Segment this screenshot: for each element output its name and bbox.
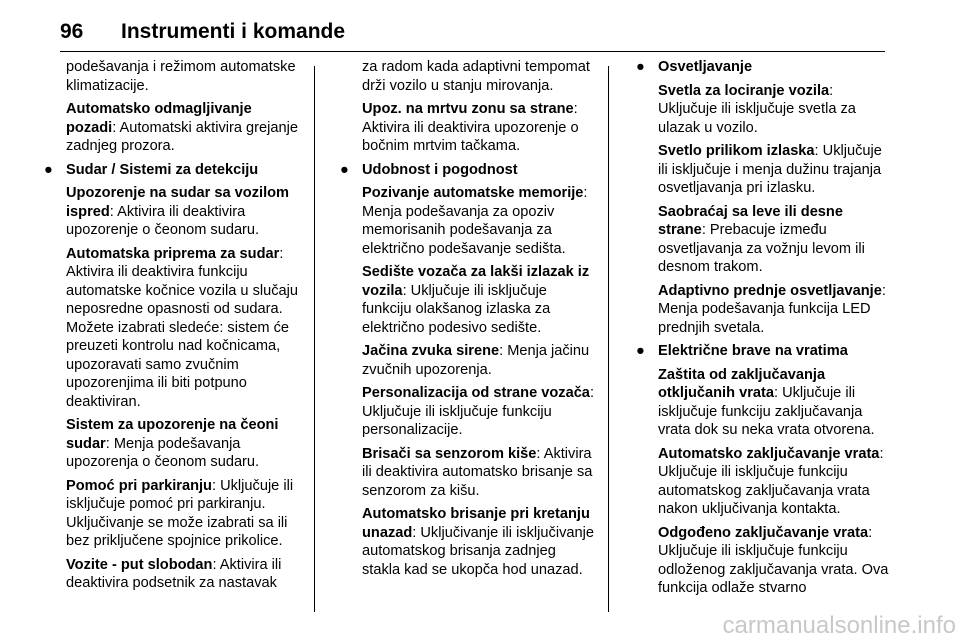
term-label: Pozivanje automatske memorije bbox=[362, 185, 584, 201]
paragraph bbox=[44, 556, 302, 593]
paragraph-text: : Menja podešavanja funkcija LED prednjih svetala. bbox=[658, 282, 886, 336]
bullet-dot-icon: ● bbox=[636, 343, 645, 359]
term-label: Automatska priprema za sudar bbox=[66, 245, 280, 262]
term-label: Svetlo prilikom izlaska bbox=[658, 143, 815, 159]
paragraph-text: : Menja jačinu zvučnih upozorenja. bbox=[362, 343, 590, 378]
term-label: Personalizacija od strane vozača bbox=[362, 385, 590, 401]
term-label: Automatsko brisanje pri kretanju unazad bbox=[362, 506, 590, 541]
bullet-label: Udobnost i pogodnost bbox=[362, 161, 518, 178]
paragraph bbox=[636, 445, 894, 519]
paragraph-text: za radom kada adaptivni tempomat drži vozilo u stanju mirovanja. bbox=[362, 59, 590, 94]
paragraph-text: : Uključivanje ili isključivanje automatskog brisanja zadnjeg stakla kad se ukopča hod unazad. bbox=[362, 524, 594, 578]
paragraph bbox=[340, 342, 598, 379]
paragraph bbox=[636, 203, 894, 277]
paragraph bbox=[636, 524, 894, 598]
paragraph bbox=[44, 100, 302, 156]
term-label: Automatsko zaključavanje vrata bbox=[658, 445, 880, 462]
paragraph-text: : Menja podešavanja upozorenja o čeonom sudaru. bbox=[66, 435, 260, 470]
paragraph-text: : Prebacuje između osvetljavanja za vožnju levom ili desnom trakom. bbox=[658, 222, 865, 275]
term-label: Brisači sa senzorom kiše bbox=[362, 445, 537, 462]
page-number: 96 bbox=[60, 20, 84, 43]
paragraph bbox=[636, 366, 894, 440]
term-label: Pomoć pri parkiranju bbox=[66, 477, 212, 494]
watermark: carmanualsonline.info bbox=[722, 612, 956, 639]
bullet-heading bbox=[340, 161, 598, 180]
paragraph-text: : Aktivira ili deaktivira automatsko brisanje sa senzorom za kišu. bbox=[362, 445, 593, 499]
paragraph-text: : Aktivira ili deaktivira upozorenje o čeonom sudaru. bbox=[66, 203, 260, 238]
bullet-label: Električne brave na vratima bbox=[658, 343, 848, 359]
paragraph-text: : Uključuje ili isključuje funkciju automatskog zaključavanja vrata nakon uključivanja kontakta. bbox=[658, 445, 884, 517]
paragraph-text: podešavanja i režimom automatske klimatizacije. bbox=[66, 59, 296, 94]
paragraph-text: : Aktivira ili deaktivira upozorenje o bočnim mrtvim tačkama. bbox=[362, 101, 579, 154]
term-label: Svetla za lociranje vozila bbox=[658, 82, 830, 99]
term-label: Vozite - put slobodan bbox=[66, 556, 213, 573]
column-1 bbox=[44, 58, 302, 598]
term-label: Jačina zvuka sirene bbox=[362, 343, 500, 359]
paragraph-text: : Uključuje ili isključuje funkciju personalizacije. bbox=[362, 385, 594, 438]
term-label: Upoz. na mrtvu zonu sa strane bbox=[362, 101, 574, 117]
paragraph bbox=[44, 477, 302, 551]
bullet-heading bbox=[636, 58, 894, 77]
paragraph bbox=[340, 263, 598, 337]
paragraph bbox=[44, 184, 302, 240]
paragraph bbox=[636, 142, 894, 198]
bullet-label: Osvetljavanje bbox=[658, 59, 753, 75]
page-title: Instrumenti i komande bbox=[121, 20, 346, 43]
paragraph-text: : Uključuje ili isključuje svetla za ulazak u vozilo. bbox=[658, 82, 856, 136]
paragraph-text: : Uključuje ili isključuje pomoć pri parkiranju. Uključivanje se može izabrati sa ili bez priključene spojnice prikolice. bbox=[66, 477, 294, 549]
paragraph bbox=[340, 58, 598, 95]
column-divider bbox=[314, 66, 315, 612]
bullet-dot-icon: ● bbox=[44, 161, 53, 178]
term-label: Upozorenje na sudar sa vozilom ispred bbox=[66, 185, 290, 220]
column-3 bbox=[636, 58, 894, 603]
paragraph-text: : Uključuje ili isključuje funkciju olakšanog izlaska za električno podesivo sedište. bbox=[362, 282, 551, 336]
paragraph-text: : Automatski aktivira grejanje zadnjeg prozora. bbox=[66, 119, 298, 154]
bullet-dot-icon: ● bbox=[340, 161, 349, 178]
paragraph bbox=[44, 416, 302, 472]
term-label: Sistem za upozorenje na čeoni sudar bbox=[66, 417, 279, 452]
paragraph bbox=[636, 82, 894, 138]
paragraph bbox=[340, 100, 598, 156]
paragraph bbox=[340, 384, 598, 440]
header-rule bbox=[60, 51, 885, 52]
term-label: Zaštita od zaključavanja otključanih vrata bbox=[658, 366, 826, 401]
term-label: Adaptivno prednje osvetljavanje bbox=[658, 282, 882, 299]
term-label: Sedište vozača za lakši izlazak iz vozila bbox=[362, 264, 590, 299]
column-2 bbox=[340, 58, 598, 584]
paragraph-text: : Uključuje ili isključuje funkciju odloženog zaključavanja vrata. Ova funkcija odlaže stvarno bbox=[658, 524, 889, 596]
paragraph bbox=[44, 58, 302, 95]
term-label: Automatsko odmagljivanje pozadi bbox=[66, 101, 252, 136]
paragraph-text: : Uključuje ili isključuje i menja dužinu trajanja osvetljavanja pri izlasku. bbox=[658, 143, 882, 196]
column-divider bbox=[608, 66, 609, 612]
paragraph-text: : Aktivira ili deaktivira funkciju automatske kočnice vozila u slučaju neposredne opasnosti od sudara. Možete izabrati sledeće: sistem će preuzeti kontrolu nad kočnicama, upozoravati samo zvučnim upozorenjima ili biti potpuno deaktiviran. bbox=[66, 245, 298, 410]
paragraph bbox=[340, 505, 598, 579]
paragraph-text: : Menja podešavanja za opoziv memorisanih podešavanja za električno podešavanje sedišta. bbox=[362, 185, 588, 257]
term-label: Saobraćaj sa leve ili desne strane bbox=[658, 203, 843, 238]
paragraph bbox=[340, 445, 598, 501]
page-header bbox=[60, 20, 885, 54]
paragraph-text: : Uključuje ili isključuje funkciju zaključavanja vrata dok su neka vrata otvorena. bbox=[658, 385, 875, 438]
paragraph-text: : Aktivira ili deaktivira podsetnik za nastavak bbox=[66, 556, 282, 591]
term-label: Odgođeno zaključavanje vrata bbox=[658, 524, 869, 541]
bullet-dot-icon: ● bbox=[636, 59, 645, 75]
paragraph bbox=[340, 184, 598, 258]
bullet-label: Sudar / Sistemi za detekciju bbox=[66, 161, 259, 178]
bullet-heading bbox=[44, 161, 302, 180]
bullet-heading bbox=[636, 342, 894, 361]
paragraph bbox=[636, 282, 894, 338]
paragraph bbox=[44, 245, 302, 412]
